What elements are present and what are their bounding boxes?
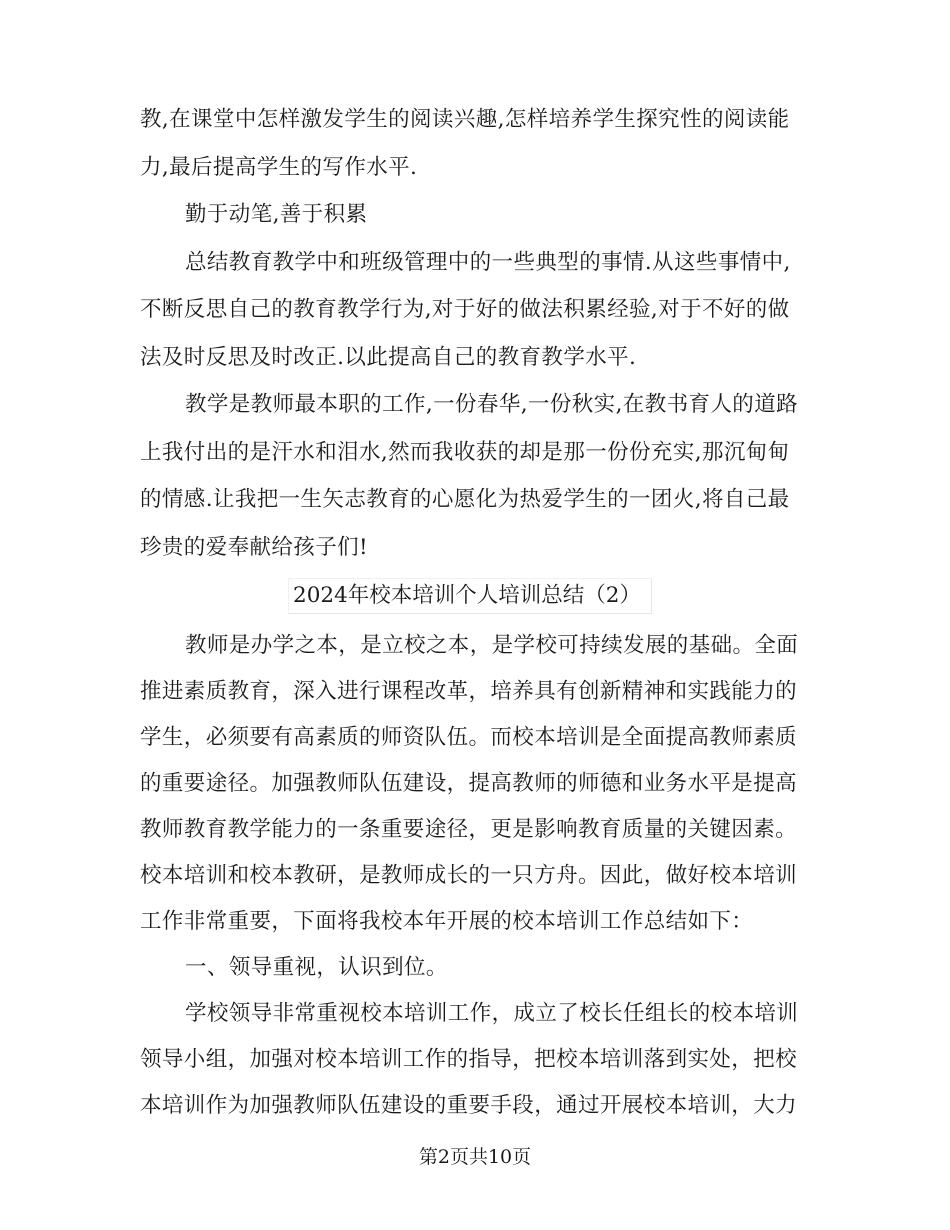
paragraph-line: 教师是办学之本，是立校之本，是学校可持续发展的基础。全面 <box>185 633 799 658</box>
paragraph-line: 不断反思自己的教育教学行为,对于好的做法积累经验,对于不好的做 <box>140 297 790 322</box>
paragraph-line: 法及时反思及时改正.以此提高自己的教育教学水平. <box>140 344 637 370</box>
paragraph-line: 学校领导非常重视校本培训工作，成立了校长任组长的校本培训 <box>185 1001 799 1026</box>
paragraph-line: 学生，必须要有高素质的师资队伍。而校本培训是全面提高教师素质 <box>140 725 798 750</box>
paragraph-line: 珍贵的爱奉献给孩子们! <box>140 534 369 560</box>
paragraph-line: 推进素质教育，深入进行课程改革，培养具有创新精神和实践能力的 <box>140 679 798 704</box>
paragraph-line: 教学是教师最本职的工作,一份春华,一份秋实,在教书育人的道路 <box>185 392 799 417</box>
subheading: 勤于动笔,善于积累 <box>185 202 368 227</box>
paragraph-line: 的重要途径。加强教师队伍建设，提高教师的师德和业务水平是提高 <box>140 771 798 796</box>
section-2 <box>140 623 800 1129</box>
paragraph-line: 领导小组，加强对校本培训工作的指导，把校本培训落到实处，把校 <box>140 1047 798 1072</box>
paragraph-line: 校本培训和校本教研，是教师成长的一只方舟。因此，做好校本培训 <box>140 863 798 888</box>
paragraph-line: 教师教育教学能力的一条重要途径，更是影响教育质量的关键因素。 <box>140 817 798 842</box>
paragraph-line: 上我付出的是汗水和泪水,然而我收获的却是那一份份充实,那沉甸甸 <box>140 439 790 465</box>
subheading: 一、领导重视，认识到位。 <box>185 955 448 980</box>
page-indicator: 第2页共10页 <box>418 1146 532 1168</box>
paragraph-line: 本培训作为加强教师队伍建设的重要手段，通过开展校本培训，大力 <box>140 1093 798 1118</box>
paragraph-line: 力,最后提高学生的写作水平. <box>140 154 418 180</box>
section-1 <box>140 96 800 571</box>
paragraph-line: 总结教育教学中和班级管理中的一些典型的事情.从这些事情中, <box>185 249 791 275</box>
section-title: 2024年校本培训个人培训总结（2） <box>288 578 652 614</box>
paragraph-line: 的情感.让我把一生矢志教育的心愿化为热爱学生的一团火,将自己最 <box>140 487 790 512</box>
document-body <box>140 96 800 1129</box>
paragraph-line: 工作非常重要，下面将我校本年开展的校本培训工作总结如下： <box>140 909 754 934</box>
paragraph-line: 教,在课堂中怎样激发学生的阅读兴趣,怎样培养学生探究性的阅读能 <box>140 107 790 132</box>
section-title-row <box>140 571 800 623</box>
